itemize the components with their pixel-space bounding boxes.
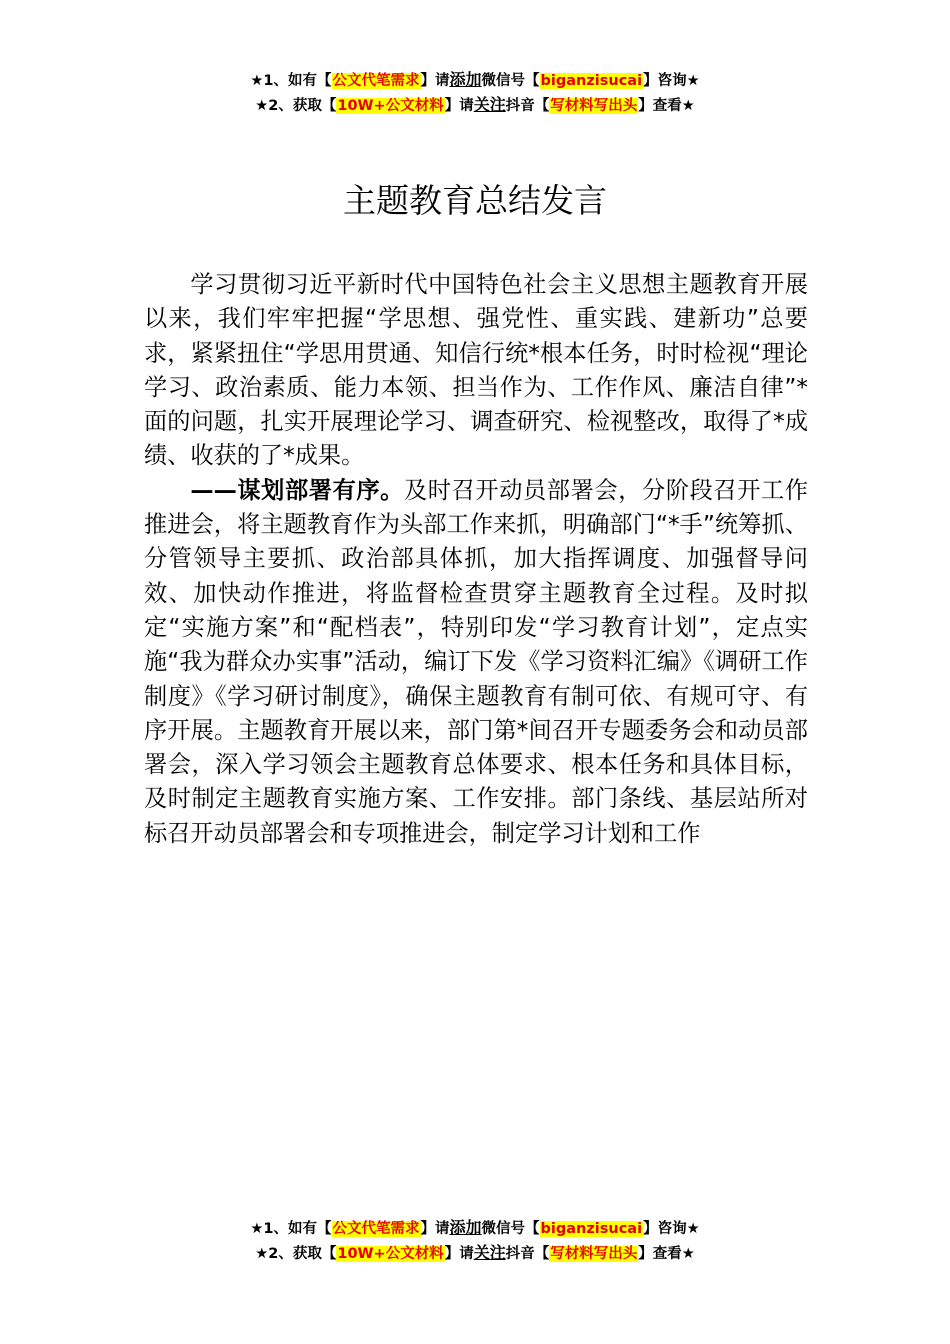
banner-highlight: 10W+公文材料 — [337, 98, 444, 114]
banner-text: 】请 — [420, 73, 450, 89]
banner-highlight: 写材料写出头 — [550, 1246, 638, 1262]
banner-emphasis: 关注 — [473, 1243, 506, 1262]
document-title: 主题教育总结发言 — [343, 181, 607, 220]
banner-text: 】查看★ — [638, 1246, 695, 1262]
section-heading: ——谋划部署有序。 — [190, 476, 404, 504]
banner-highlight: 公文代笔需求 — [332, 1221, 420, 1237]
banner-text: 微信号【 — [481, 73, 540, 89]
banner-text: 】咨询★ — [643, 73, 700, 89]
banner-text: 】请 — [444, 98, 474, 114]
banner-text: 】咨询★ — [643, 1221, 700, 1237]
banner-emphasis: 关注 — [473, 95, 506, 114]
banner-text: ★1、如有【 — [250, 73, 332, 89]
banner-highlight: biganzisucai — [540, 73, 643, 89]
header-banner — [0, 68, 950, 118]
paragraph-planning — [144, 474, 808, 851]
paragraph-planning-text: 及时召开动员部署会，分阶段召开工作推进会，将主题教育作为头部工作来抓，明确部门“*手”统筹抓、分管领导主要抓、政治部具体抓，加大指挥调度、加强督导问效、加快动作推进，将监督检查贯穿主题教育全过程。及时拟定“实施方案”和“配档表”，特别印发“学习教育计划”，定点实施“我为群众办实事”活动，编订下发《学习资料汇编》《调研工作制度》《学习研讨制度》，确保主题教育有制可依、有规可守、有序开展。主题教育开展以来，部门第*间召开专题委务会和动员部署会，深入学习领会主题教育总体要求、根本任务和具体目标，及时制定主题教育实施方案、工作安排。部门条线、基层站所对标召开动员部署会和专项推进会，制定学习计划和工作 — [144, 476, 809, 847]
banner-highlight: biganzisucai — [540, 1221, 643, 1237]
banner-highlight: 公文代笔需求 — [332, 73, 420, 89]
banner-line-2 — [0, 1241, 950, 1266]
banner-emphasis: 添加 — [449, 70, 482, 89]
banner-text: 】查看★ — [638, 98, 695, 114]
banner-text: 抖音【 — [505, 1246, 550, 1262]
document-body — [144, 268, 808, 851]
banner-line-1 — [0, 1216, 950, 1241]
paragraph-intro: 学习贯彻习近平新时代中国特色社会主义思想主题教育开展以来，我们牢牢把握“学思想、强党性、重实践、建新功”总要求，紧紧扭住“学思用贯通、知信行统*根本任务，时时检视“理论学习、政治素质、能力本领、担当作为、工作作风、廉洁自律”*面的问题，扎实开展理论学习、调查研究、检视整改，取得了*成绩、收获的了*成果。 — [144, 271, 808, 470]
banner-text: ★1、如有【 — [250, 1221, 332, 1237]
banner-highlight: 10W+公文材料 — [337, 1246, 444, 1262]
banner-text: ★2、获取【 — [255, 98, 337, 114]
banner-line-1 — [0, 68, 950, 93]
banner-highlight: 写材料写出头 — [550, 98, 638, 114]
banner-emphasis: 添加 — [449, 1218, 482, 1237]
banner-text: 抖音【 — [505, 98, 550, 114]
banner-text: 】请 — [420, 1221, 450, 1237]
banner-text: 】请 — [444, 1246, 474, 1262]
banner-text: ★2、获取【 — [255, 1246, 337, 1262]
banner-text: 微信号【 — [481, 1221, 540, 1237]
banner-line-2 — [0, 93, 950, 118]
footer-banner — [0, 1216, 950, 1266]
